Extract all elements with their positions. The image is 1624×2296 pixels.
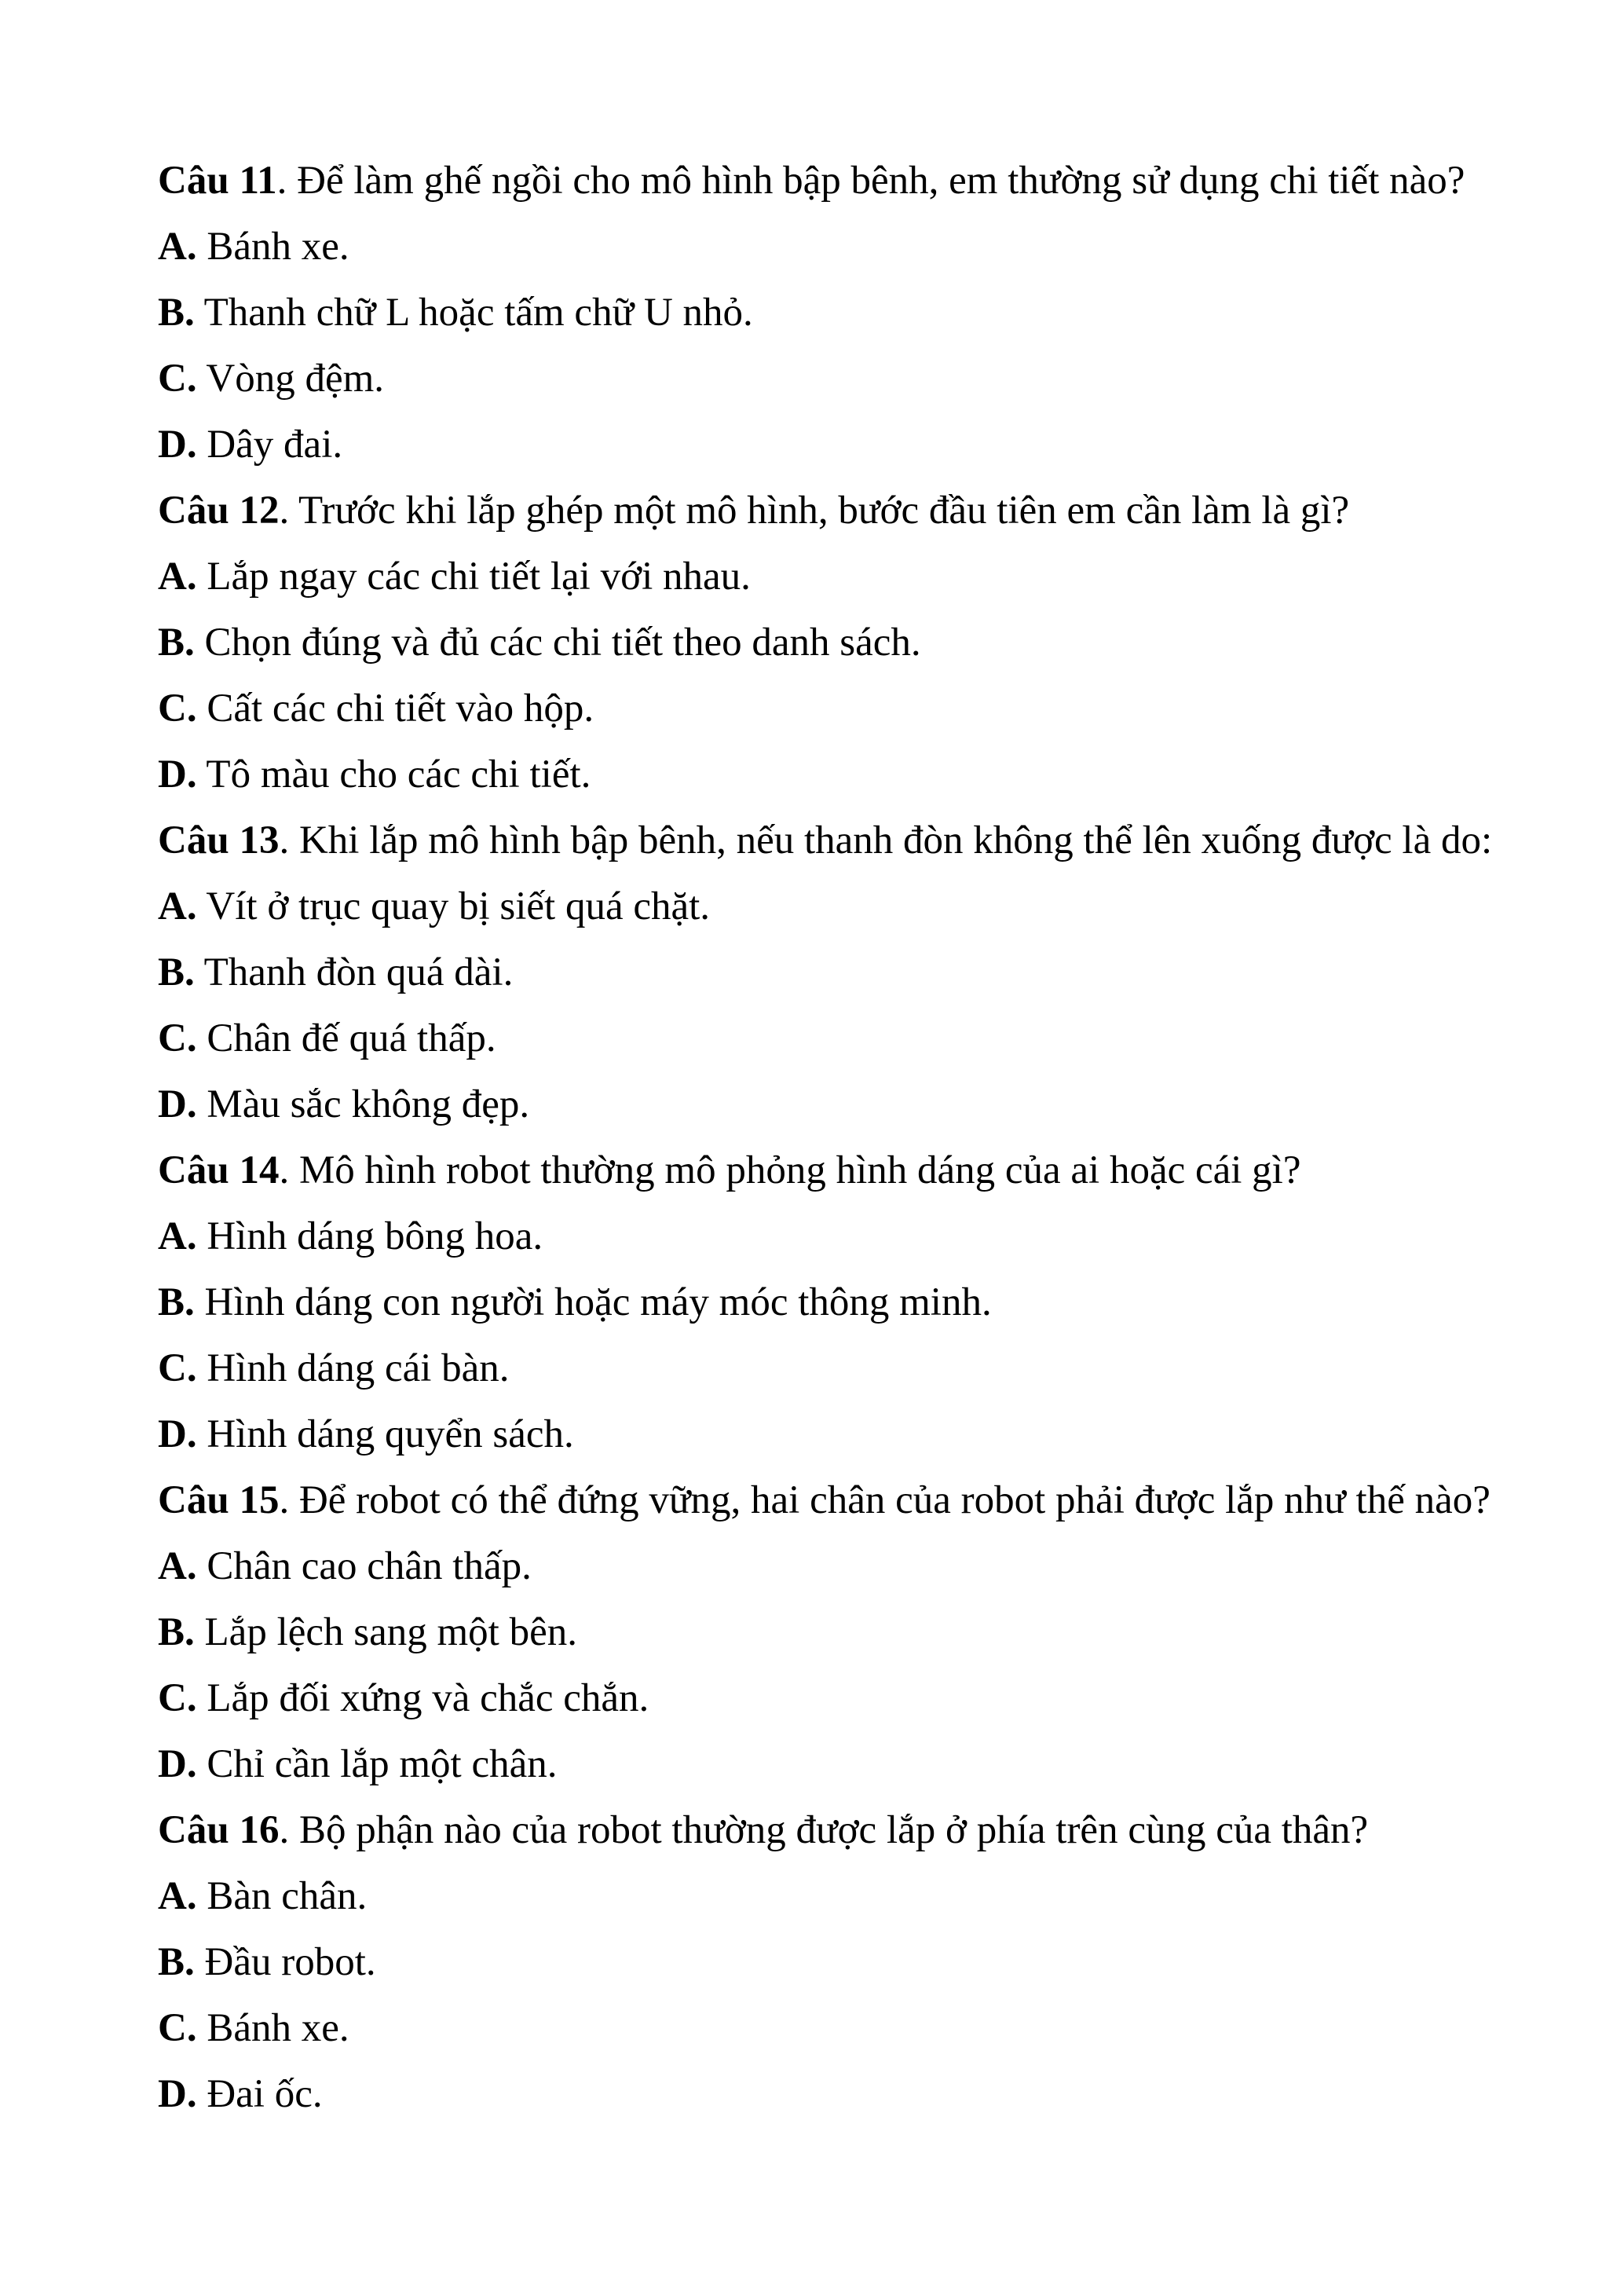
question-text: . Để làm ghế ngồi cho mô hình bập bênh, em thường sử dụng chi tiết nào? <box>276 159 1465 203</box>
option-text: Lắp lệch sang một bên. <box>194 1610 577 1654</box>
option-text: Hình dáng bông hoa. <box>196 1214 543 1258</box>
option-text: Chỉ cần lắp một chân. <box>196 1742 558 1786</box>
option-text: Lắp ngay các chi tiết lại với nhau. <box>196 555 751 599</box>
option-key: A. <box>158 225 197 269</box>
question-label: Câu 15 <box>158 1478 280 1522</box>
option-key: B. <box>158 621 195 665</box>
question-label: Câu 12 <box>158 489 280 533</box>
answer-option <box>158 1731 1545 1797</box>
option-text: Màu sắc không đẹp. <box>196 1082 530 1126</box>
question-text: . Bộ phận nào của robot thường được lắp ở phía trên cùng của thân? <box>279 1808 1369 1852</box>
option-key: D. <box>158 1742 197 1786</box>
option-text: Hình dáng con người hoặc máy móc thông minh. <box>194 1280 992 1324</box>
answer-option <box>158 1005 1545 1071</box>
answer-option <box>158 742 1545 807</box>
document-page <box>158 148 1545 2127</box>
answer-option <box>158 280 1545 346</box>
option-text: Vòng đệm. <box>196 357 385 401</box>
option-key: B. <box>158 950 195 994</box>
option-key: A. <box>158 1544 197 1588</box>
option-key: D. <box>158 2072 197 2116</box>
question-text: . Trước khi lắp ghép một mô hình, bước đầu tiên em cần làm là gì? <box>279 489 1350 533</box>
option-text: Bánh xe. <box>196 225 349 269</box>
option-text: Thanh đòn quá dài. <box>194 950 514 994</box>
answer-option <box>158 676 1545 742</box>
question-label: Câu 16 <box>158 1808 280 1852</box>
option-key: A. <box>158 884 197 928</box>
answer-option <box>158 544 1545 610</box>
option-text: Chọn đúng và đủ các chi tiết theo danh sách. <box>194 621 921 665</box>
question-label: Câu 11 <box>158 159 277 203</box>
option-text: Thanh chữ L hoặc tấm chữ U nhỏ. <box>194 291 753 335</box>
option-key: B. <box>158 1280 195 1324</box>
question-label: Câu 14 <box>158 1148 280 1192</box>
option-key: C. <box>158 1016 197 1060</box>
answer-option <box>158 1863 1545 1929</box>
question-14 <box>158 1137 1545 1203</box>
question-15 <box>158 1467 1545 1533</box>
answer-option <box>158 346 1545 412</box>
question-12 <box>158 478 1545 544</box>
option-key: A. <box>158 1214 197 1258</box>
answer-option <box>158 1203 1545 1269</box>
answer-option <box>158 1071 1545 1137</box>
option-text: Đai ốc. <box>196 2072 323 2116</box>
answer-option <box>158 1665 1545 1731</box>
option-text: Chân cao chân thấp. <box>196 1544 532 1588</box>
answer-option <box>158 1401 1545 1467</box>
question-text: . Mô hình robot thường mô phỏng hình dáng của ai hoặc cái gì? <box>279 1148 1301 1192</box>
option-text: Chân đế quá thấp. <box>196 1016 496 1060</box>
option-key: B. <box>158 1610 195 1654</box>
option-text: Cất các chi tiết vào hộp. <box>196 687 594 731</box>
option-text: Bánh xe. <box>196 2006 349 2050</box>
answer-option <box>158 610 1545 676</box>
question-label: Câu 13 <box>158 818 280 862</box>
question-text: . Khi lắp mô hình bập bênh, nếu thanh đòn không thể lên xuống được là do: <box>279 818 1493 862</box>
answer-option <box>158 1995 1545 2061</box>
question-13 <box>158 807 1545 873</box>
answer-option <box>158 1269 1545 1335</box>
question-16 <box>158 1797 1545 1863</box>
option-key: B. <box>158 291 195 335</box>
answer-option <box>158 1335 1545 1401</box>
answer-option <box>158 873 1545 939</box>
option-key: D. <box>158 423 197 467</box>
answer-option <box>158 2061 1545 2127</box>
option-text: Vít ở trục quay bị siết quá chặt. <box>196 884 711 928</box>
option-key: C. <box>158 1346 197 1390</box>
option-key: B. <box>158 1940 195 1984</box>
option-key: A. <box>158 1874 197 1918</box>
option-text: Lắp đối xứng và chắc chắn. <box>196 1676 649 1720</box>
option-key: D. <box>158 1412 197 1456</box>
answer-option <box>158 939 1545 1005</box>
option-text: Tô màu cho các chi tiết. <box>196 753 591 796</box>
answer-option <box>158 1599 1545 1665</box>
option-key: C. <box>158 357 197 401</box>
option-text: Dây đai. <box>196 423 343 467</box>
option-key: A. <box>158 555 197 599</box>
option-text: Hình dáng cái bàn. <box>196 1346 510 1390</box>
question-text: . Để robot có thể đứng vững, hai chân của robot phải được lắp như thế nào? <box>279 1478 1490 1522</box>
option-text: Bàn chân. <box>196 1874 368 1918</box>
option-key: C. <box>158 1676 197 1720</box>
option-key: C. <box>158 687 197 731</box>
answer-option <box>158 1533 1545 1599</box>
answer-option <box>158 1929 1545 1995</box>
option-text: Đầu robot. <box>194 1940 376 1984</box>
answer-option <box>158 214 1545 280</box>
answer-option <box>158 412 1545 478</box>
option-key: C. <box>158 2006 197 2050</box>
option-key: D. <box>158 753 197 796</box>
question-11 <box>158 148 1545 214</box>
option-key: D. <box>158 1082 197 1126</box>
option-text: Hình dáng quyển sách. <box>196 1412 574 1456</box>
